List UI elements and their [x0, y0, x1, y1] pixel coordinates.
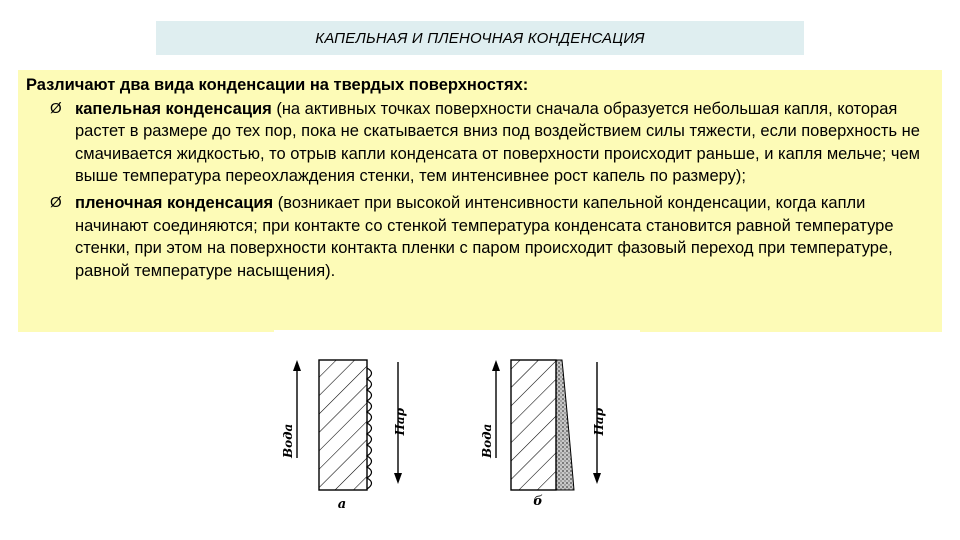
bullet-list [26, 98, 932, 283]
bullet-film [26, 192, 932, 282]
bullet-dropwise [26, 98, 932, 188]
title-bar [156, 21, 804, 55]
wall-right [511, 360, 556, 490]
arrow-bullet-icon: Ø [50, 193, 62, 211]
wall-left [319, 360, 367, 490]
bullet-term-dropwise: капельная конденсация [75, 99, 272, 118]
content-box [18, 70, 942, 332]
bullet-text-dropwise: (на активных точках поверхности сначала образуется небольшая капля, которая растет в размере до тех пор, пока не скатывается вниз под воздействием силы тяжести, если поверхность не смачивается жидкостью, то отрыв капли конденсата от поверхности происходит раньше, и капля мельче; чем выше температура переохлаждения стенки, тем интенсивнее рост капель по размеру); [75, 99, 920, 186]
steam-label-right: Пар [592, 408, 606, 436]
slide-title: КАПЕЛЬНАЯ И ПЛЕНОЧНАЯ КОНДЕНСАЦИЯ [315, 29, 645, 47]
caption-a: а [337, 497, 347, 512]
steam-label-left: Пар [393, 408, 407, 436]
water-label-left: Вода [281, 423, 295, 458]
water-label-right: Вода [480, 423, 494, 458]
bullet-term-film: пленочная конденсация [75, 193, 274, 212]
arrow-bullet-icon: Ø [50, 99, 62, 117]
bullet-text-film: (возникает при высокой интенсивности капельной конденсации, когда капли начинают соединяются; при контакте со стенкой температура конденсата становится равной температуре стенки, при этом на поверхности контакта пленки с паром происходит фазовый переход при температуре, равной температуре насыщения). [75, 193, 894, 280]
intro-text: Различают два вида конденсации на твердых поверхностях: [26, 76, 529, 94]
condensation-figure [274, 330, 640, 520]
caption-b: б [533, 494, 543, 509]
